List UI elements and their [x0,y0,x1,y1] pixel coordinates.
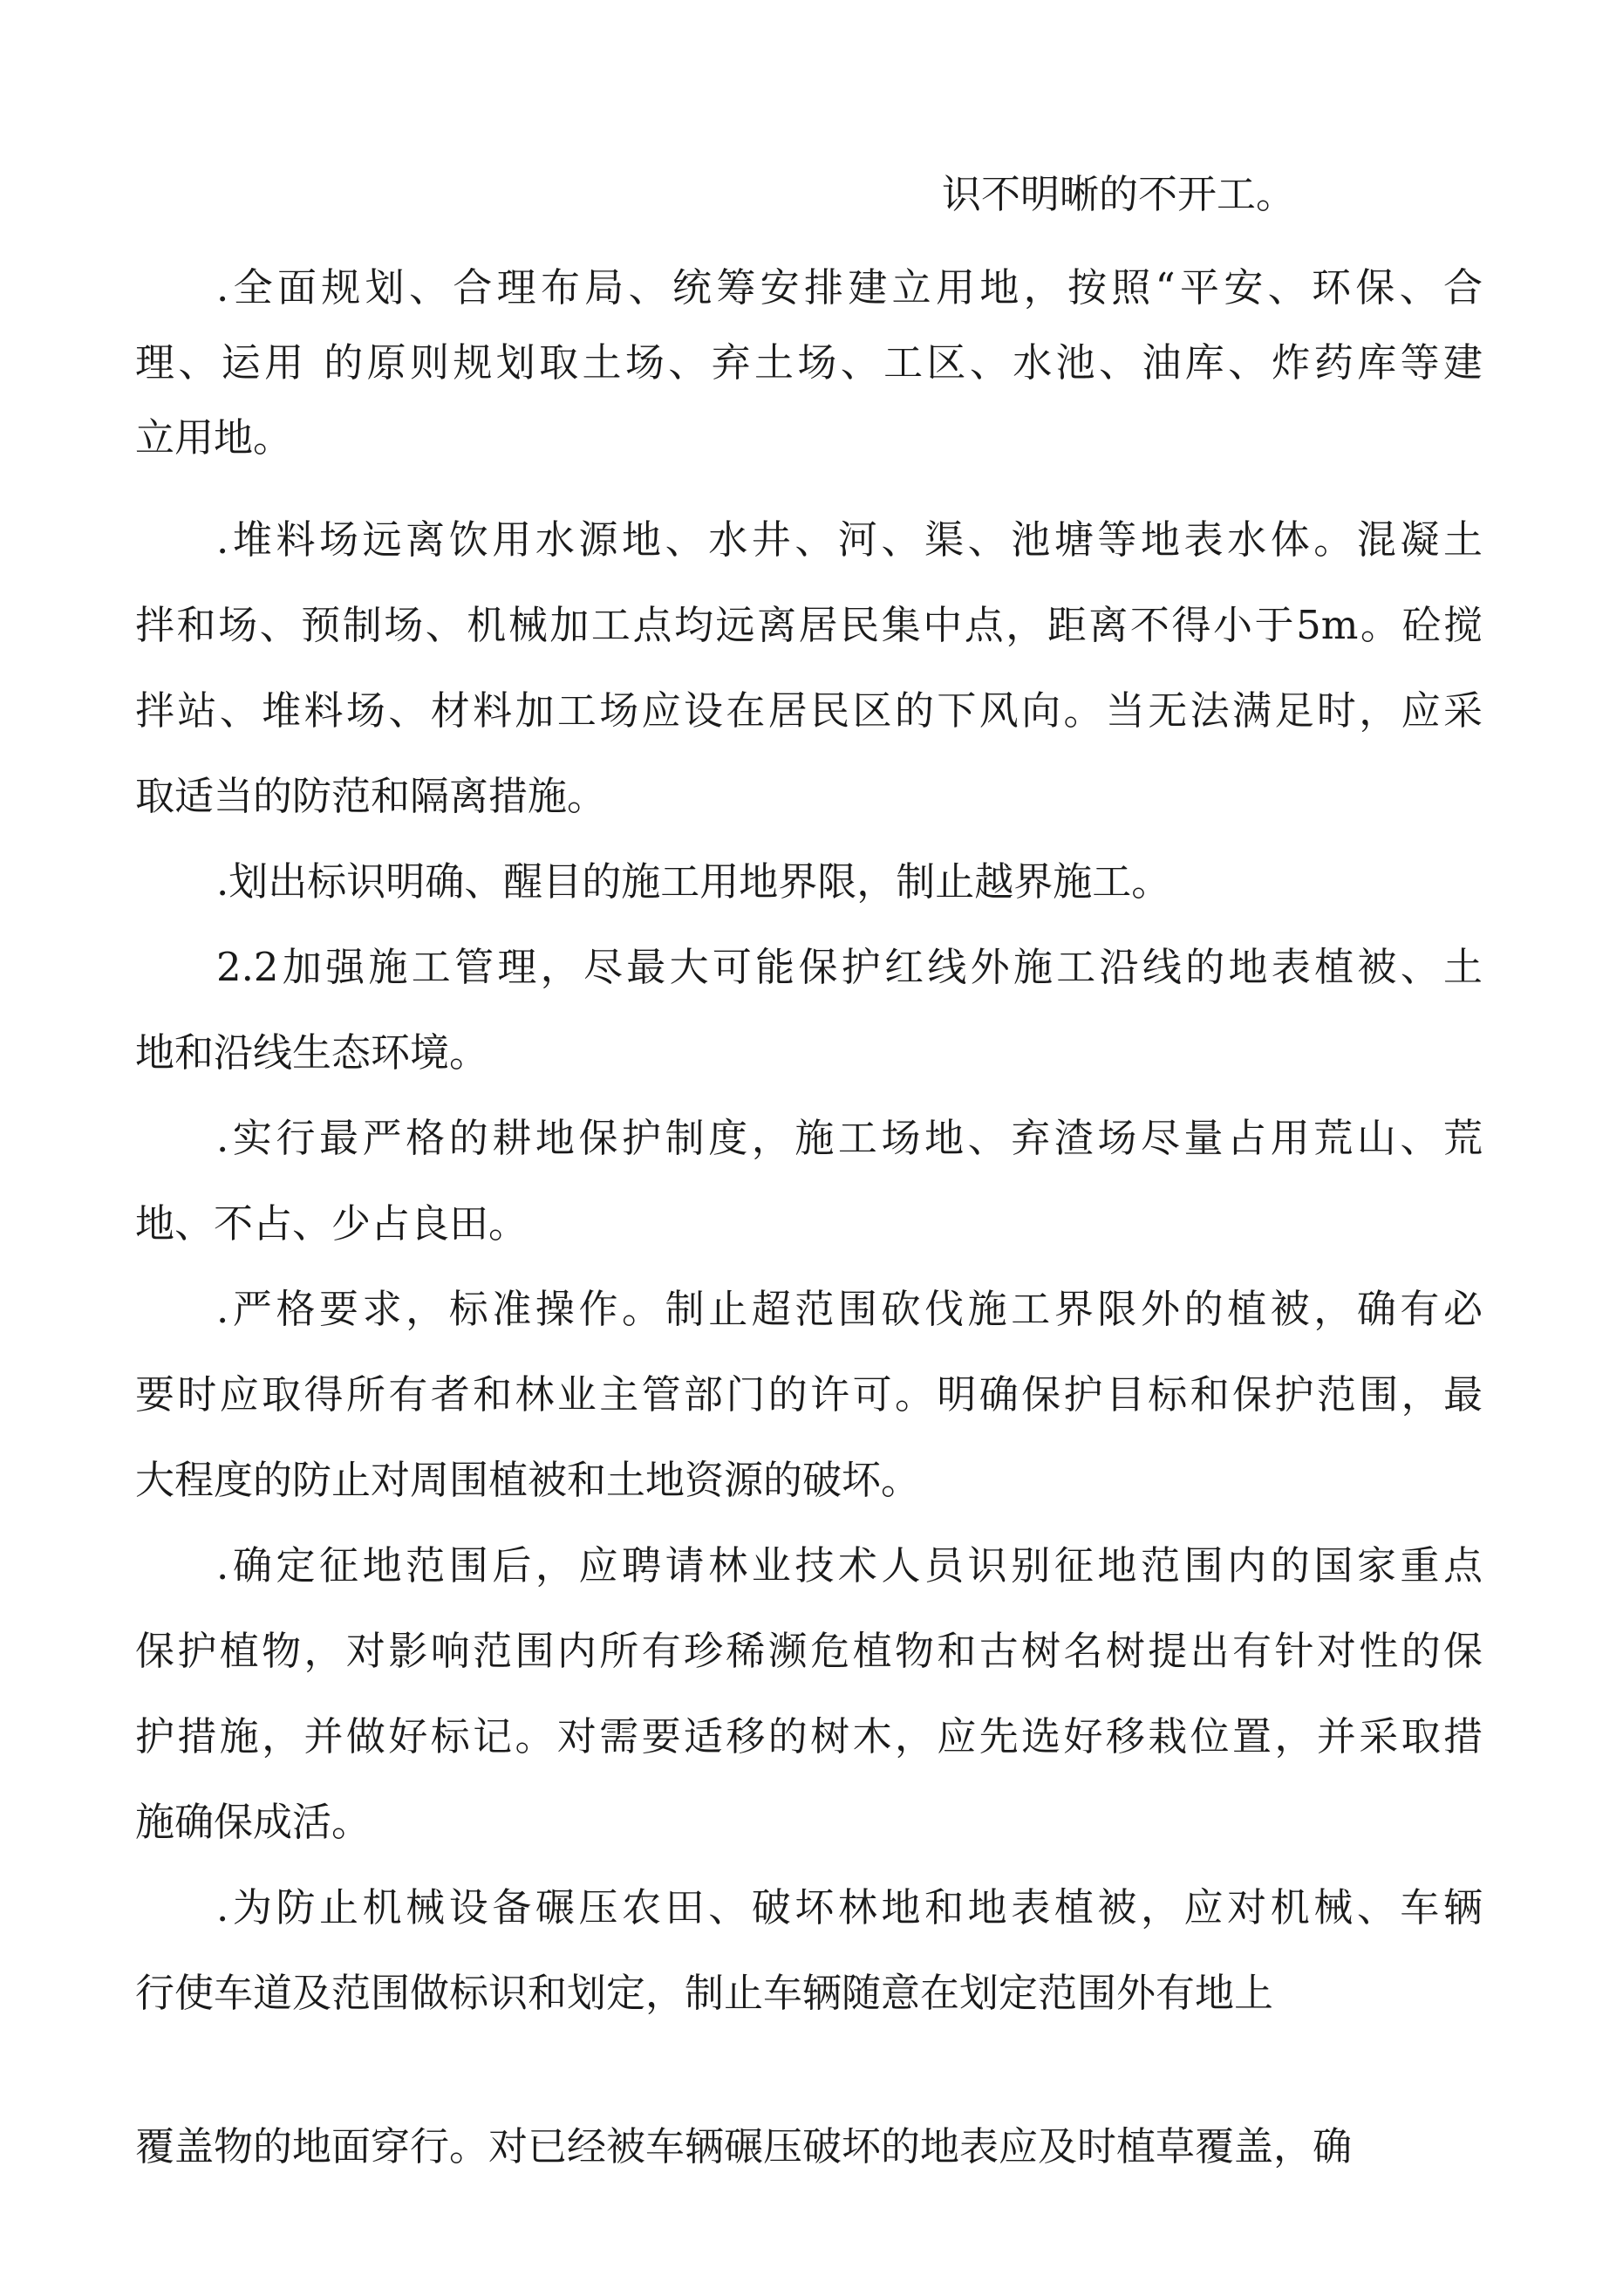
text-line: 拌站、堆料场、材料加工场应设在居民区的下风向。当无法满足时，应采 [135,687,1483,734]
text-line: 理、运用 的原则规划取土场、弃土场、工区、水池、油库、炸药库等建 [135,339,1483,386]
text-line: 拌和场、预制场、机械加工点均远离居民集中点，距离不得小于5m。砼搅 [135,602,1483,648]
text-line: .堆料场远离饮用水源地、水井、河、渠、池塘等地表水体。混凝土 [216,516,1483,563]
text-line: 取适当的防范和隔离措施。 [135,773,607,819]
text-line: 大程度的防止对周围植被和土地资源的破坏。 [135,1457,921,1503]
text-line: .实行最严格的耕地保护制度，施工场地、弃渣场尽量占用荒山、荒 [216,1115,1483,1161]
text-line: 地、不占、少占良田。 [135,1200,528,1247]
text-line: .全面规划、合理布局、统筹安排建立用地，按照“平安、环保、合 [216,264,1483,311]
text-line: 地和沿线生态环境。 [135,1029,489,1076]
text-line: 覆盖物的地面穿行。对已经被车辆碾压破坏的地表应及时植草覆盖，确 [135,2123,1353,2170]
text-line: 2.2加强施工管理，尽最大可能保护红线外施工沿线的地表植被、土 [216,944,1483,990]
text-line: 护措施，并做好标记。对需要适移的树木，应先选好移栽位置，并采取措 [135,1713,1483,1760]
text-line: 要时应取得所有者和林业主管部门的许可。明确保护目标和保护范围，最 [135,1371,1483,1418]
text-line: .划出标识明确、醒目的施工用地界限，制止越界施工。 [216,858,1171,905]
text-line: .确定征地范围后，应聘请林业技术人员识别征地范围内的国家重点 [216,1542,1483,1589]
text-line: 保护植物，对影响范围内所有珍稀濒危植物和古树名树提出有针对性的保 [135,1628,1483,1674]
text-line: .为防止机械设备碾压农田、破坏林地和地表植被，应对机械、车辆 [216,1884,1483,1930]
text-line: 识不明晰的不开工。 [942,171,1296,217]
text-line: 立用地。 [135,414,293,461]
text-line: .严格要求，标准操作。制止超范围砍伐施工界限外的植被，确有必 [216,1286,1483,1332]
text-line: 施确保成活。 [135,1799,372,1845]
text-line: 行使车道及范围做标识和划定，制止车辆随意在划定范围外有地上 [135,1970,1274,2016]
